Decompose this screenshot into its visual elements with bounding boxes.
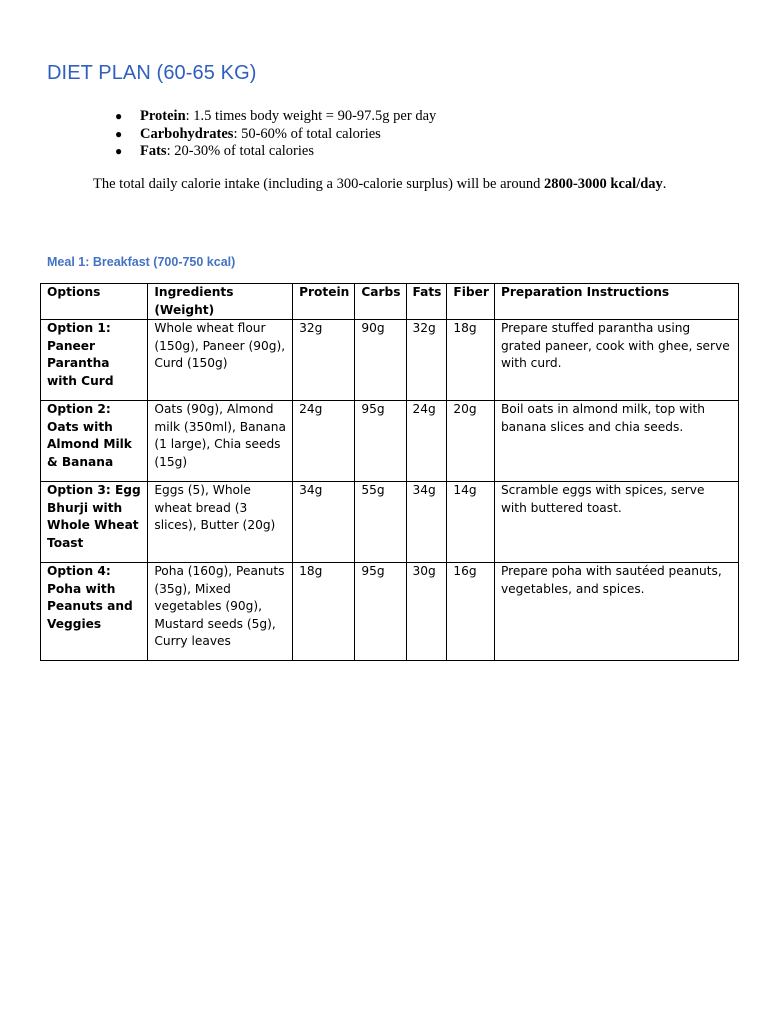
ingredients-cell: Oats (90g), Almond milk (350ml), Banana (1 large), Chia seeds (15g) <box>148 401 293 482</box>
column-header-instructions: Preparation Instructions <box>494 284 738 320</box>
option-cell: Option 4: Poha with Peanuts and Veggies <box>41 563 148 661</box>
protein-cell: 32g <box>293 320 355 401</box>
table-row <box>41 401 739 482</box>
fiber-cell: 14g <box>447 482 495 563</box>
table-header-row <box>41 284 739 320</box>
column-header-carbs: Carbs <box>355 284 406 320</box>
fiber-cell: 18g <box>447 320 495 401</box>
meal-heading: Meal 1: Breakfast (700-750 kcal) <box>47 255 236 269</box>
instructions-cell: Scramble eggs with spices, serve with buttered toast. <box>494 482 738 563</box>
table-row <box>41 563 739 661</box>
instructions-cell: Prepare poha with sautéed peanuts, vegetables, and spices. <box>494 563 738 661</box>
fats-cell: 32g <box>406 320 447 401</box>
fats-cell: 34g <box>406 482 447 563</box>
macro-text: : 20-30% of total calories <box>166 143 314 159</box>
macro-name: Fats <box>140 143 167 159</box>
ingredients-cell: Poha (160g), Peanuts (35g), Mixed vegetables (90g), Mustard seeds (5g), Curry leaves <box>148 563 293 661</box>
calorie-note-end: . <box>662 176 667 192</box>
instructions-cell: Prepare stuffed parantha using grated paneer, cook with ghee, serve with curd. <box>494 320 738 401</box>
macro-name: Protein <box>140 108 186 124</box>
option-cell: Option 2: Oats with Almond Milk & Banana <box>41 401 148 482</box>
ingredients-cell: Whole wheat flour (150g), Paneer (90g), Curd (150g) <box>148 320 293 401</box>
bullet-icon: ● <box>115 144 123 158</box>
column-header-fiber: Fiber <box>447 284 495 320</box>
calorie-note-text: The total daily calorie intake (including a 300-calorie surplus) will be around <box>93 176 544 192</box>
macro-item-protein <box>115 108 436 126</box>
macro-text: : 1.5 times body weight = 90-97.5g per day <box>185 108 437 124</box>
macro-name: Carbohydrates <box>140 125 234 142</box>
carbs-cell: 55g <box>355 482 406 563</box>
carbs-cell: 90g <box>355 320 406 401</box>
protein-cell: 24g <box>293 401 355 482</box>
protein-cell: 34g <box>293 482 355 563</box>
macro-item-fats <box>115 143 436 161</box>
page-title: DIET PLAN (60-65 KG) <box>47 62 257 84</box>
ingredients-cell: Eggs (5), Whole wheat bread (3 slices), Butter (20g) <box>148 482 293 563</box>
macro-text: : 50-60% of total calories <box>233 125 381 142</box>
macro-list <box>115 108 436 161</box>
option-cell: Option 1: Paneer Parantha with Curd <box>41 320 148 401</box>
table-row <box>41 482 739 563</box>
instructions-cell: Boil oats in almond milk, top with banana slices and chia seeds. <box>494 401 738 482</box>
table-row <box>41 320 739 401</box>
carbs-cell: 95g <box>355 563 406 661</box>
option-cell: Option 3: Egg Bhurji with Whole Wheat Toast <box>41 482 148 563</box>
fats-cell: 24g <box>406 401 447 482</box>
protein-cell: 18g <box>293 563 355 661</box>
fiber-cell: 16g <box>447 563 495 661</box>
macro-item-carbohydrates <box>115 126 436 144</box>
meal-table <box>40 283 739 661</box>
fats-cell: 30g <box>406 563 447 661</box>
calorie-note <box>93 175 673 193</box>
bullet-icon: ● <box>115 126 123 141</box>
column-header-options: Options <box>41 284 148 320</box>
bullet-icon: ● <box>115 109 123 123</box>
calorie-note-highlight: 2800-3000 kcal/day <box>543 176 663 192</box>
column-header-fats: Fats <box>406 284 447 320</box>
fiber-cell: 20g <box>447 401 495 482</box>
carbs-cell: 95g <box>355 401 406 482</box>
column-header-protein: Protein <box>293 284 355 320</box>
column-header-ingredients: Ingredients (Weight) <box>148 284 293 320</box>
